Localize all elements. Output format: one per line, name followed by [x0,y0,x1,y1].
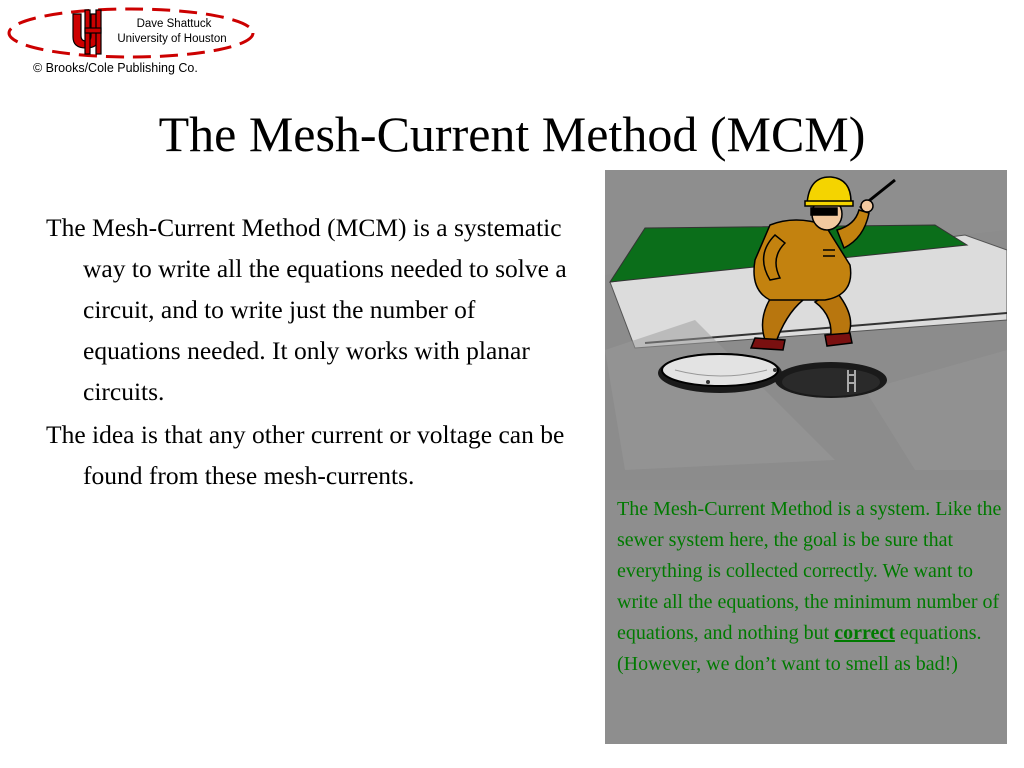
sewer-worker-illustration [605,170,1007,490]
author-name: Dave Shattuck [136,18,212,30]
publisher-credit: © Brooks/Cole Publishing Co. [33,61,198,75]
university-name: University of Houston [117,33,227,45]
figure-caption [617,494,1002,680]
illustration-panel [605,170,1007,744]
caption-text: The Mesh-Current Method is a system. Like the sewer system here, the goal is be sure that everything is collected correctly. We want to write all the equations, the minimum number of equations, and nothing but [617,498,1002,644]
caption-emphasis: correct [834,622,895,644]
caption-text-end: equations. (However, we don’t want to smell as bad!) [617,622,982,675]
body-paragraph: The Mesh-Current Method (MCM) is a systematic way to write all the equations needed to solve a circuit, and to write just the number of equations needed. It only works with planar circuits. [46,213,567,406]
slide-body [46,207,576,498]
body-paragraph: The idea is that any other current or voltage can be found from these mesh-currents. [46,420,565,490]
uh-monogram-icon [73,10,101,54]
slide-title: The Mesh-Current Method (MCM) [158,106,866,162]
